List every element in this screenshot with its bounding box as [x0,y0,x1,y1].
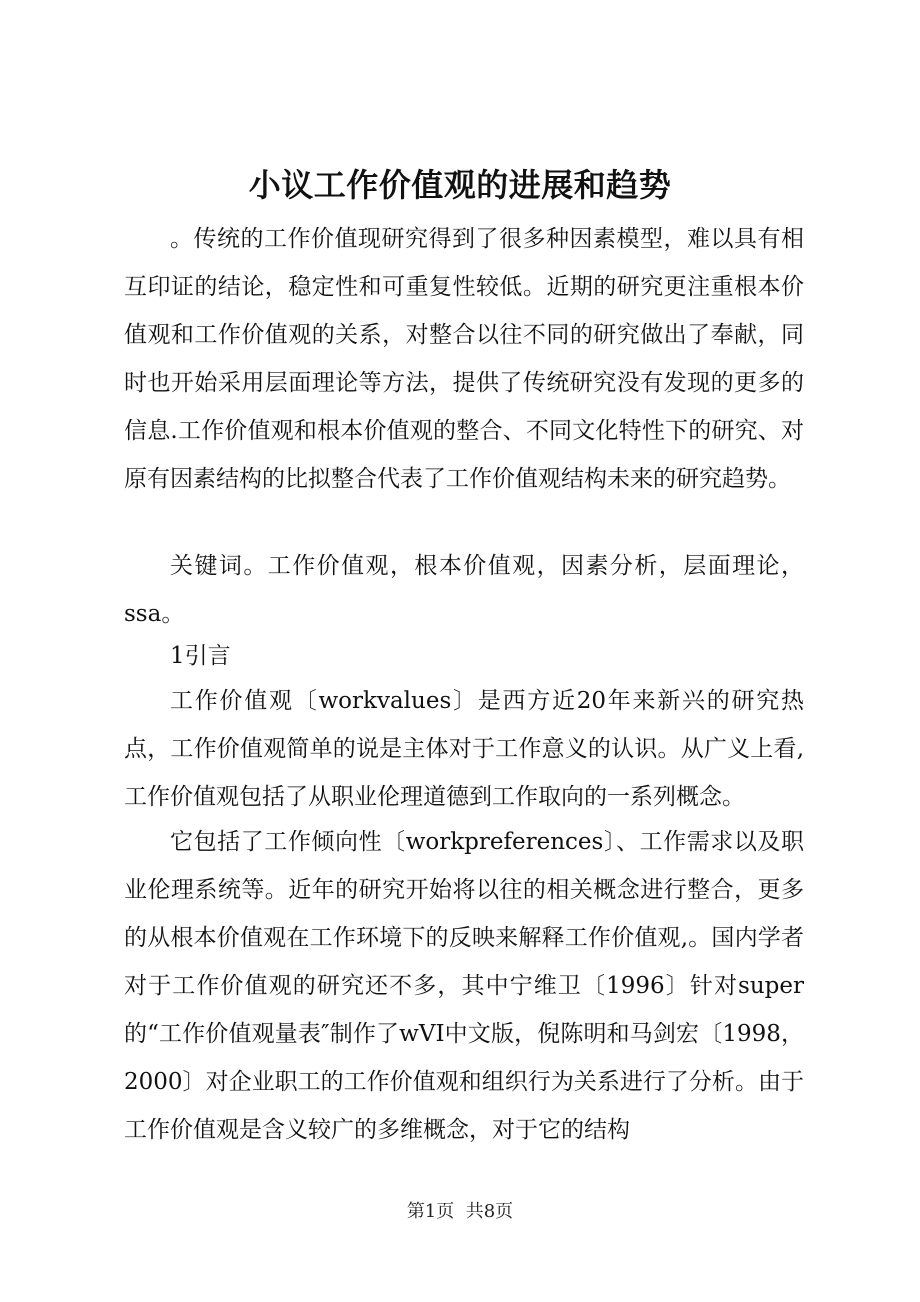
paragraph-text: 它包括了工作倾向性〔workpreferences〕、工作需求以及职业伦理系统等。近年的研究开始将以往的相关概念进行整合，更多的从根本价值观在工作环境下的反映来解释工作价值观,。国内学者对于工作价值观的研究还不多，其中宁维卫〔1996〕针对super的“工作价值观量表″制作了wVI中文版，倪陈明和马剑宏〔1998，2000〕对企业职工的工作价值观和组织行为关系进行了分析。由于工作价值观是含义较广的多维概念，对于它的结构 [124,829,804,1143]
paragraph-text: 关键词。工作价值观，根本价值观，因素分析，层面理论，ssa。 [124,553,804,627]
paragraph-text: 。传统的工作价值现研究得到了很多种因素模型，难以具有相互印证的结论，稳定性和可重复性较低。近期的研究更注重根本价值观和工作价值观的关系，对整合以往不同的研究做出了奉献，同时也开始采用层面理论等方法，提供了传统研究没有发现的更多的信息.工作价值观和根本价值观的整合、不同文化特性下的研究、对原有因素结构的比拟整合代表了工作价值观结构未来的研究趋势。 [124,226,804,492]
page-number-label: 第1页 共8页 [406,1201,514,1222]
paragraph-text: 工作价值观〔workvalues〕是西方近20年来新兴的研究热点，工作价值观简单的说是主体对于工作意义的认识。从广义上看,工作价值观包括了从职业伦理道德到工作取向的一系列概念。 [124,688,804,810]
document-title: 小议工作价值观的进展和趋势 [248,166,672,204]
paragraph-intro-1 [124,677,804,821]
page-footer [0,1198,920,1226]
paragraph-keywords [124,542,804,638]
section-heading-introduction [124,632,804,680]
paragraph-abstract [124,215,804,503]
section-heading: 1引言 [170,643,231,669]
paragraph-intro-2 [124,818,804,1154]
